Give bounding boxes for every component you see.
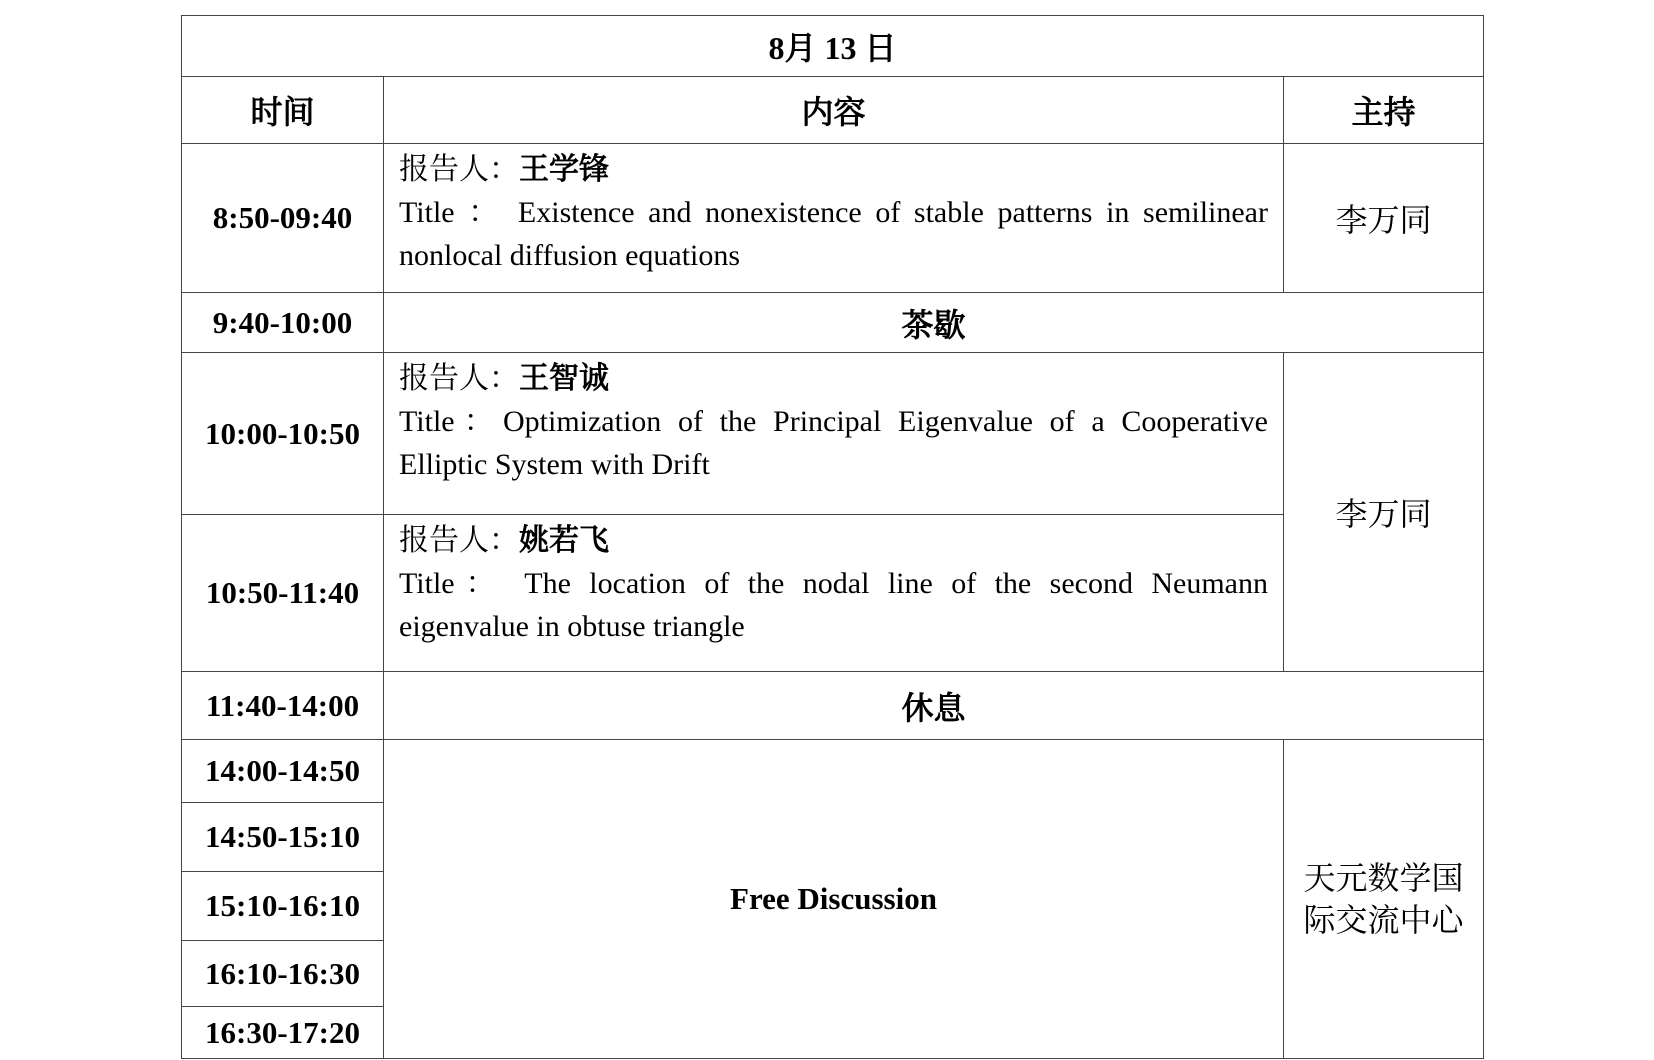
afternoon-row <box>182 740 1484 803</box>
speaker-name: 王学锋 <box>519 153 609 186</box>
break-time: 11:40-14:00 <box>182 672 384 740</box>
talk-title: Title ： Existence and nonexistence of stable patterns in semilinear nonlocal diffusion equations <box>399 196 1298 272</box>
speaker-line <box>399 357 1268 400</box>
break-row <box>182 672 1484 740</box>
speaker-label: 报告人： <box>399 524 519 557</box>
afternoon-host-line2: 际交流中心 <box>1303 902 1464 938</box>
afternoon-time: 14:50-15:10 <box>182 803 384 872</box>
speaker-label: 报告人： <box>399 362 519 395</box>
session-time: 10:00-10:50 <box>182 353 384 515</box>
header-row <box>182 77 1484 144</box>
header-host: 主持 <box>1284 77 1484 144</box>
schedule-date: 8月 13 日 <box>182 16 1484 77</box>
session-time: 8:50-09:40 <box>182 144 384 293</box>
talk-cell <box>384 144 1298 293</box>
header-content: 内容 <box>384 77 1284 144</box>
header-time: 时间 <box>182 77 384 144</box>
speaker-name: 王智诚 <box>519 362 609 395</box>
afternoon-time: 15:10-16:10 <box>182 872 384 941</box>
date-row <box>182 16 1484 77</box>
speaker-line <box>399 519 1268 562</box>
speaker-label: 报告人： <box>399 153 519 186</box>
afternoon-time: 16:10-16:30 <box>182 941 384 1007</box>
break-label: 休息 <box>384 672 1484 740</box>
speaker-line <box>399 148 1268 191</box>
session-time: 10:50-11:40 <box>182 515 384 672</box>
session-row <box>182 353 1484 515</box>
break-time: 9:40-10:00 <box>182 293 384 353</box>
afternoon-time: 14:00-14:50 <box>182 740 384 803</box>
speaker-name: 姚若飞 <box>519 524 609 557</box>
free-discussion: Free Discussion <box>384 740 1284 1059</box>
talk-title: Title：Optimization of the Principal Eigenvalue of a Cooperative Elliptic System with Drift <box>399 405 1268 481</box>
talk-cell <box>384 515 1284 672</box>
session-host: 李万同 <box>1284 353 1484 672</box>
break-label: 茶歇 <box>384 293 1484 353</box>
afternoon-time: 16:30-17:20 <box>182 1007 384 1059</box>
session-host: 李万同 <box>1284 144 1484 293</box>
talk-cell <box>384 353 1284 515</box>
talk-title: Title： The location of the nodal line of the second Neumann eigenvalue in obtuse triangle <box>399 567 1268 643</box>
schedule-table <box>181 15 1484 1059</box>
afternoon-host <box>1284 740 1484 1059</box>
session-row <box>182 144 1484 293</box>
afternoon-host-line1: 天元数学国 <box>1303 860 1464 896</box>
break-row <box>182 293 1484 353</box>
